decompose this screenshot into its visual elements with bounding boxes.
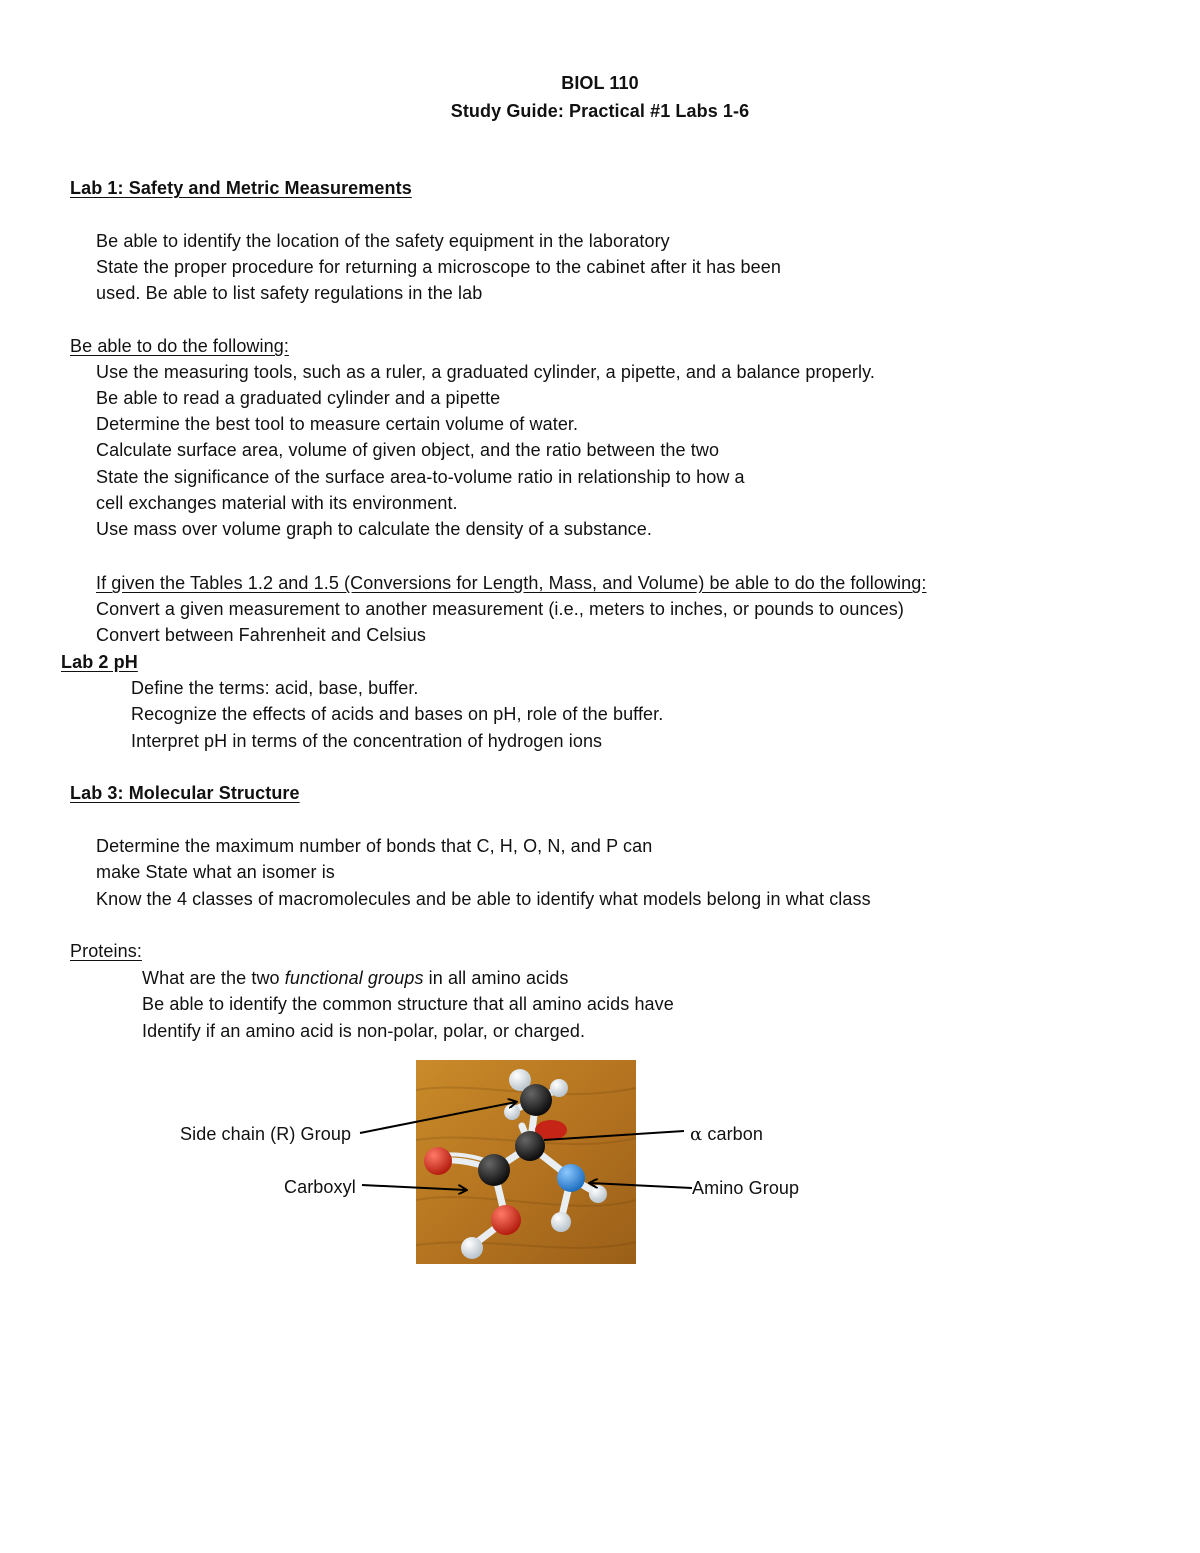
lab3-heading: Lab 3: Molecular Structure xyxy=(70,783,300,803)
proteins-line-text: in all amino acids xyxy=(423,968,569,988)
lab2-heading: Lab 2 pH xyxy=(61,652,138,672)
alpha-symbol: α xyxy=(690,1124,703,1145)
proteins-line-text: What are the two xyxy=(142,968,285,988)
carboxyl-label: Carboxyl xyxy=(284,1177,356,1197)
lab1-line: used. Be able to list safety regulations in the lab xyxy=(96,283,483,303)
lab2-line: Define the terms: acid, base, buffer. xyxy=(131,678,419,698)
proteins-line xyxy=(142,967,569,989)
follow-line: Be able to read a graduated cylinder and a pipette xyxy=(96,388,501,408)
alpha-carbon-label xyxy=(690,1123,763,1146)
lab1-line: Be able to identify the location of the safety equipment in the laboratory xyxy=(96,231,670,251)
lab3-line: make State what an isomer is xyxy=(96,862,335,882)
lab3-line: Determine the maximum number of bonds that C, H, O, N, and P can xyxy=(96,836,653,856)
page-title: Study Guide: Practical #1 Labs 1-6 xyxy=(450,101,750,121)
proteins-line: Be able to identify the common structure that all amino acids have xyxy=(142,994,674,1014)
alpha-carbon-text: carbon xyxy=(702,1124,764,1144)
follow-line: Calculate surface area, volume of given object, and the ratio between the two xyxy=(96,440,720,460)
amino-group-label: Amino Group xyxy=(692,1178,800,1198)
tables-line: Convert between Fahrenheit and Celsius xyxy=(96,625,426,645)
follow-line: Use mass over volume graph to calculate the density of a substance. xyxy=(96,519,652,539)
molecule-model-drawing xyxy=(416,1060,636,1264)
lab2-line: Recognize the effects of acids and bases on pH, role of the buffer. xyxy=(131,704,664,724)
follow-line: cell exchanges material with its environment. xyxy=(96,493,458,513)
lab3-line: Know the 4 classes of macromolecules and be able to identify what models belong in what class xyxy=(96,889,871,909)
tables-line: Convert a given measurement to another measurement (i.e., meters to inches, or pounds to ounces) xyxy=(96,599,905,619)
amino-acid-model-photo xyxy=(416,1060,636,1264)
proteins-line-emphasis: functional groups xyxy=(284,968,424,988)
follow-line: State the significance of the surface area-to-volume ratio in relationship to how a xyxy=(96,467,745,487)
lab1-line: State the proper procedure for returning a microscope to the cabinet after it has been xyxy=(96,257,781,277)
course-code: BIOL 110 xyxy=(561,73,639,93)
follow-line: Use the measuring tools, such as a ruler, a graduated cylinder, a pipette, and a balance properly. xyxy=(96,362,875,382)
proteins-heading: Proteins: xyxy=(70,941,142,961)
tables-heading: If given the Tables 1.2 and 1.5 (Conversions for Length, Mass, and Volume) be able to do the following: xyxy=(96,573,927,593)
lab2-line: Interpret pH in terms of the concentration of hydrogen ions xyxy=(131,731,603,751)
follow-heading: Be able to do the following: xyxy=(70,336,289,356)
lab1-heading: Lab 1: Safety and Metric Measurements xyxy=(70,178,412,198)
side-chain-label: Side chain (R) Group xyxy=(180,1124,352,1144)
follow-line: Determine the best tool to measure certain volume of water. xyxy=(96,414,579,434)
proteins-line: Identify if an amino acid is non-polar, polar, or charged. xyxy=(142,1021,586,1041)
